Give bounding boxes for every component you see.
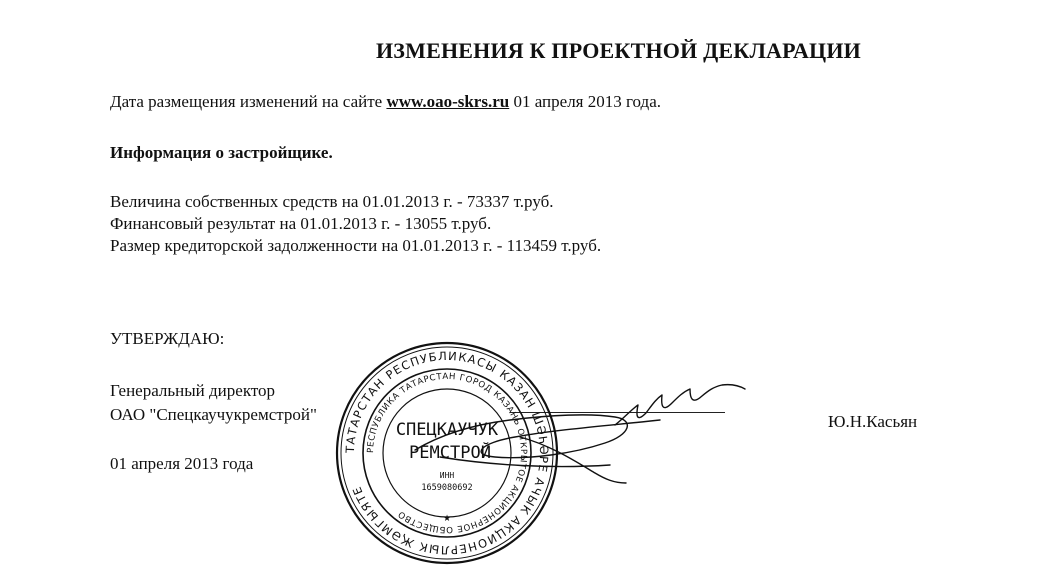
date-line-suffix: 01 апреля 2013 года. <box>509 92 662 111</box>
seal-inner-text: РЕСПУБЛИКА ТАТАРСТАН ГОРОД КАЗАНЬ ОТКРЫТОЕ АКЦИОНЕРНОЕ ОБЩЕСТВО <box>365 371 529 535</box>
approval-date: 01 апреля 2013 года <box>110 454 254 473</box>
signer-name: Ю.Н.Касьян <box>828 412 918 431</box>
organization-name: ОАО "Спецкаучукремстрой" <box>110 405 317 424</box>
seal-center-line2: РЕМСТРОЙ <box>409 443 491 463</box>
seal-inn-label: ИНН <box>439 471 455 480</box>
payables-line: Размер кредиторской задолженности на 01.01.2013 г. - 113459 т.руб. <box>110 236 602 255</box>
website-link[interactable]: www.oao-skrs.ru <box>386 92 510 111</box>
developer-info-heading: Информация о застройщике. <box>110 143 333 162</box>
equity-line: Величина собственных средств на 01.01.2013 г. - 73337 т.руб. <box>110 192 554 211</box>
seal-star-icon: ★ <box>442 514 452 524</box>
approve-label: УТВЕРЖДАЮ: <box>110 329 225 348</box>
publication-date-line <box>110 92 661 112</box>
seal-outer-text: ТАТАРСТАН РЕСПУБЛИКАСЫ КАЗАН ШӘҺӘРЕ АЧЫК АКЦИОНЕРЛЫК ҖӘМГЫЯТЕ <box>342 348 552 558</box>
document-title: ИЗМЕНЕНИЯ К ПРОЕКТНОЙ ДЕКЛАРАЦИИ <box>376 38 861 63</box>
seal-inn-number: 1659080692 <box>421 483 473 493</box>
signer-position: Генеральный директор <box>110 381 276 400</box>
seal-center-line1: СПЕЦКАУЧУК <box>395 420 499 440</box>
handwritten-signature <box>400 365 760 505</box>
date-line-prefix: Дата размещения изменений на сайте <box>110 92 387 111</box>
financial-result-line: Финансовый результат на 01.01.2013 г. - 13055 т.руб. <box>110 214 492 233</box>
